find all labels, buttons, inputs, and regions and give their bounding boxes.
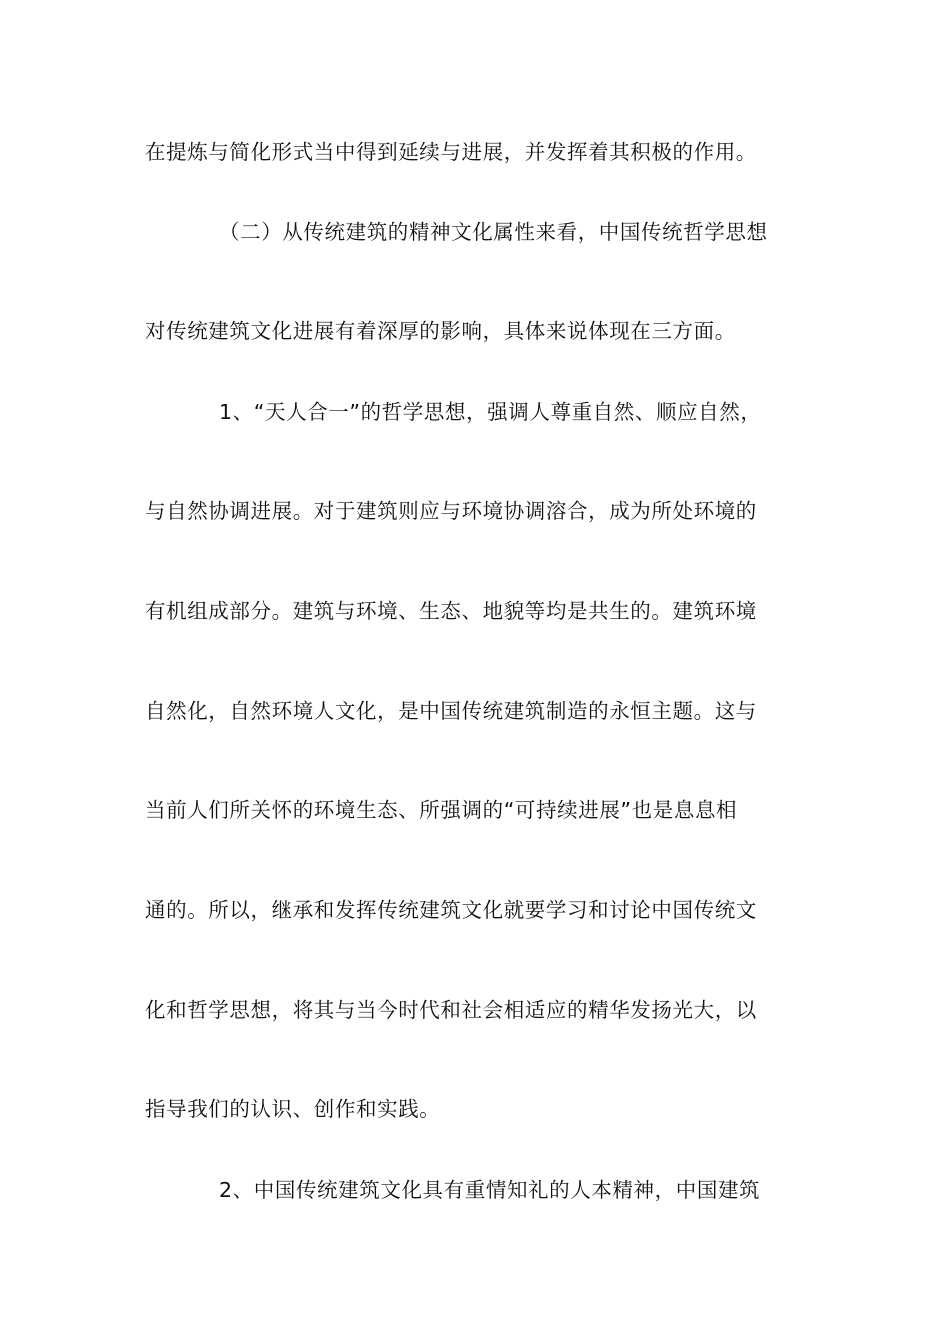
paragraph-line-1: 在提炼与简化形式当中得到延续与进展，并发挥着其积极的作用。 (145, 140, 757, 164)
paragraph-line-6: 有机组成部分。建筑与环境、生态、地貌等均是共生的。建筑环境 (145, 599, 757, 623)
list-item-2-line: 2、中国传统建筑文化具有重情知礼的人本精神，中国建筑 (219, 1178, 761, 1202)
paragraph-line-11: 指导我们的认识、创作和实践。 (145, 1097, 441, 1121)
paragraph-line-7: 自然化，自然环境人文化，是中国传统建筑制造的永恒主题。这与 (145, 699, 757, 723)
paragraph-line-8: 当前人们所关怀的环境生态、所强调的“可持续进展”也是息息相 (145, 798, 738, 822)
list-item-1-line: 1、“天人合一”的哲学思想，强调人尊重自然、顺应自然， (219, 400, 762, 424)
paragraph-line-3: 对传统建筑文化进展有着深厚的影响，具体来说体现在三方面。 (145, 319, 736, 343)
section-heading-2-line: （二）从传统建筑的精神文化属性来看，中国传统哲学思想 (219, 220, 768, 244)
paragraph-line-5: 与自然协调进展。对于建筑则应与环境协调溶合，成为所处环境的 (145, 499, 757, 523)
paragraph-line-9: 通的。所以，继承和发挥传统建筑文化就要学习和讨论中国传统文 (145, 898, 757, 922)
paragraph-line-10: 化和哲学思想，将其与当今时代和社会相适应的精华发扬光大，以 (145, 998, 757, 1022)
